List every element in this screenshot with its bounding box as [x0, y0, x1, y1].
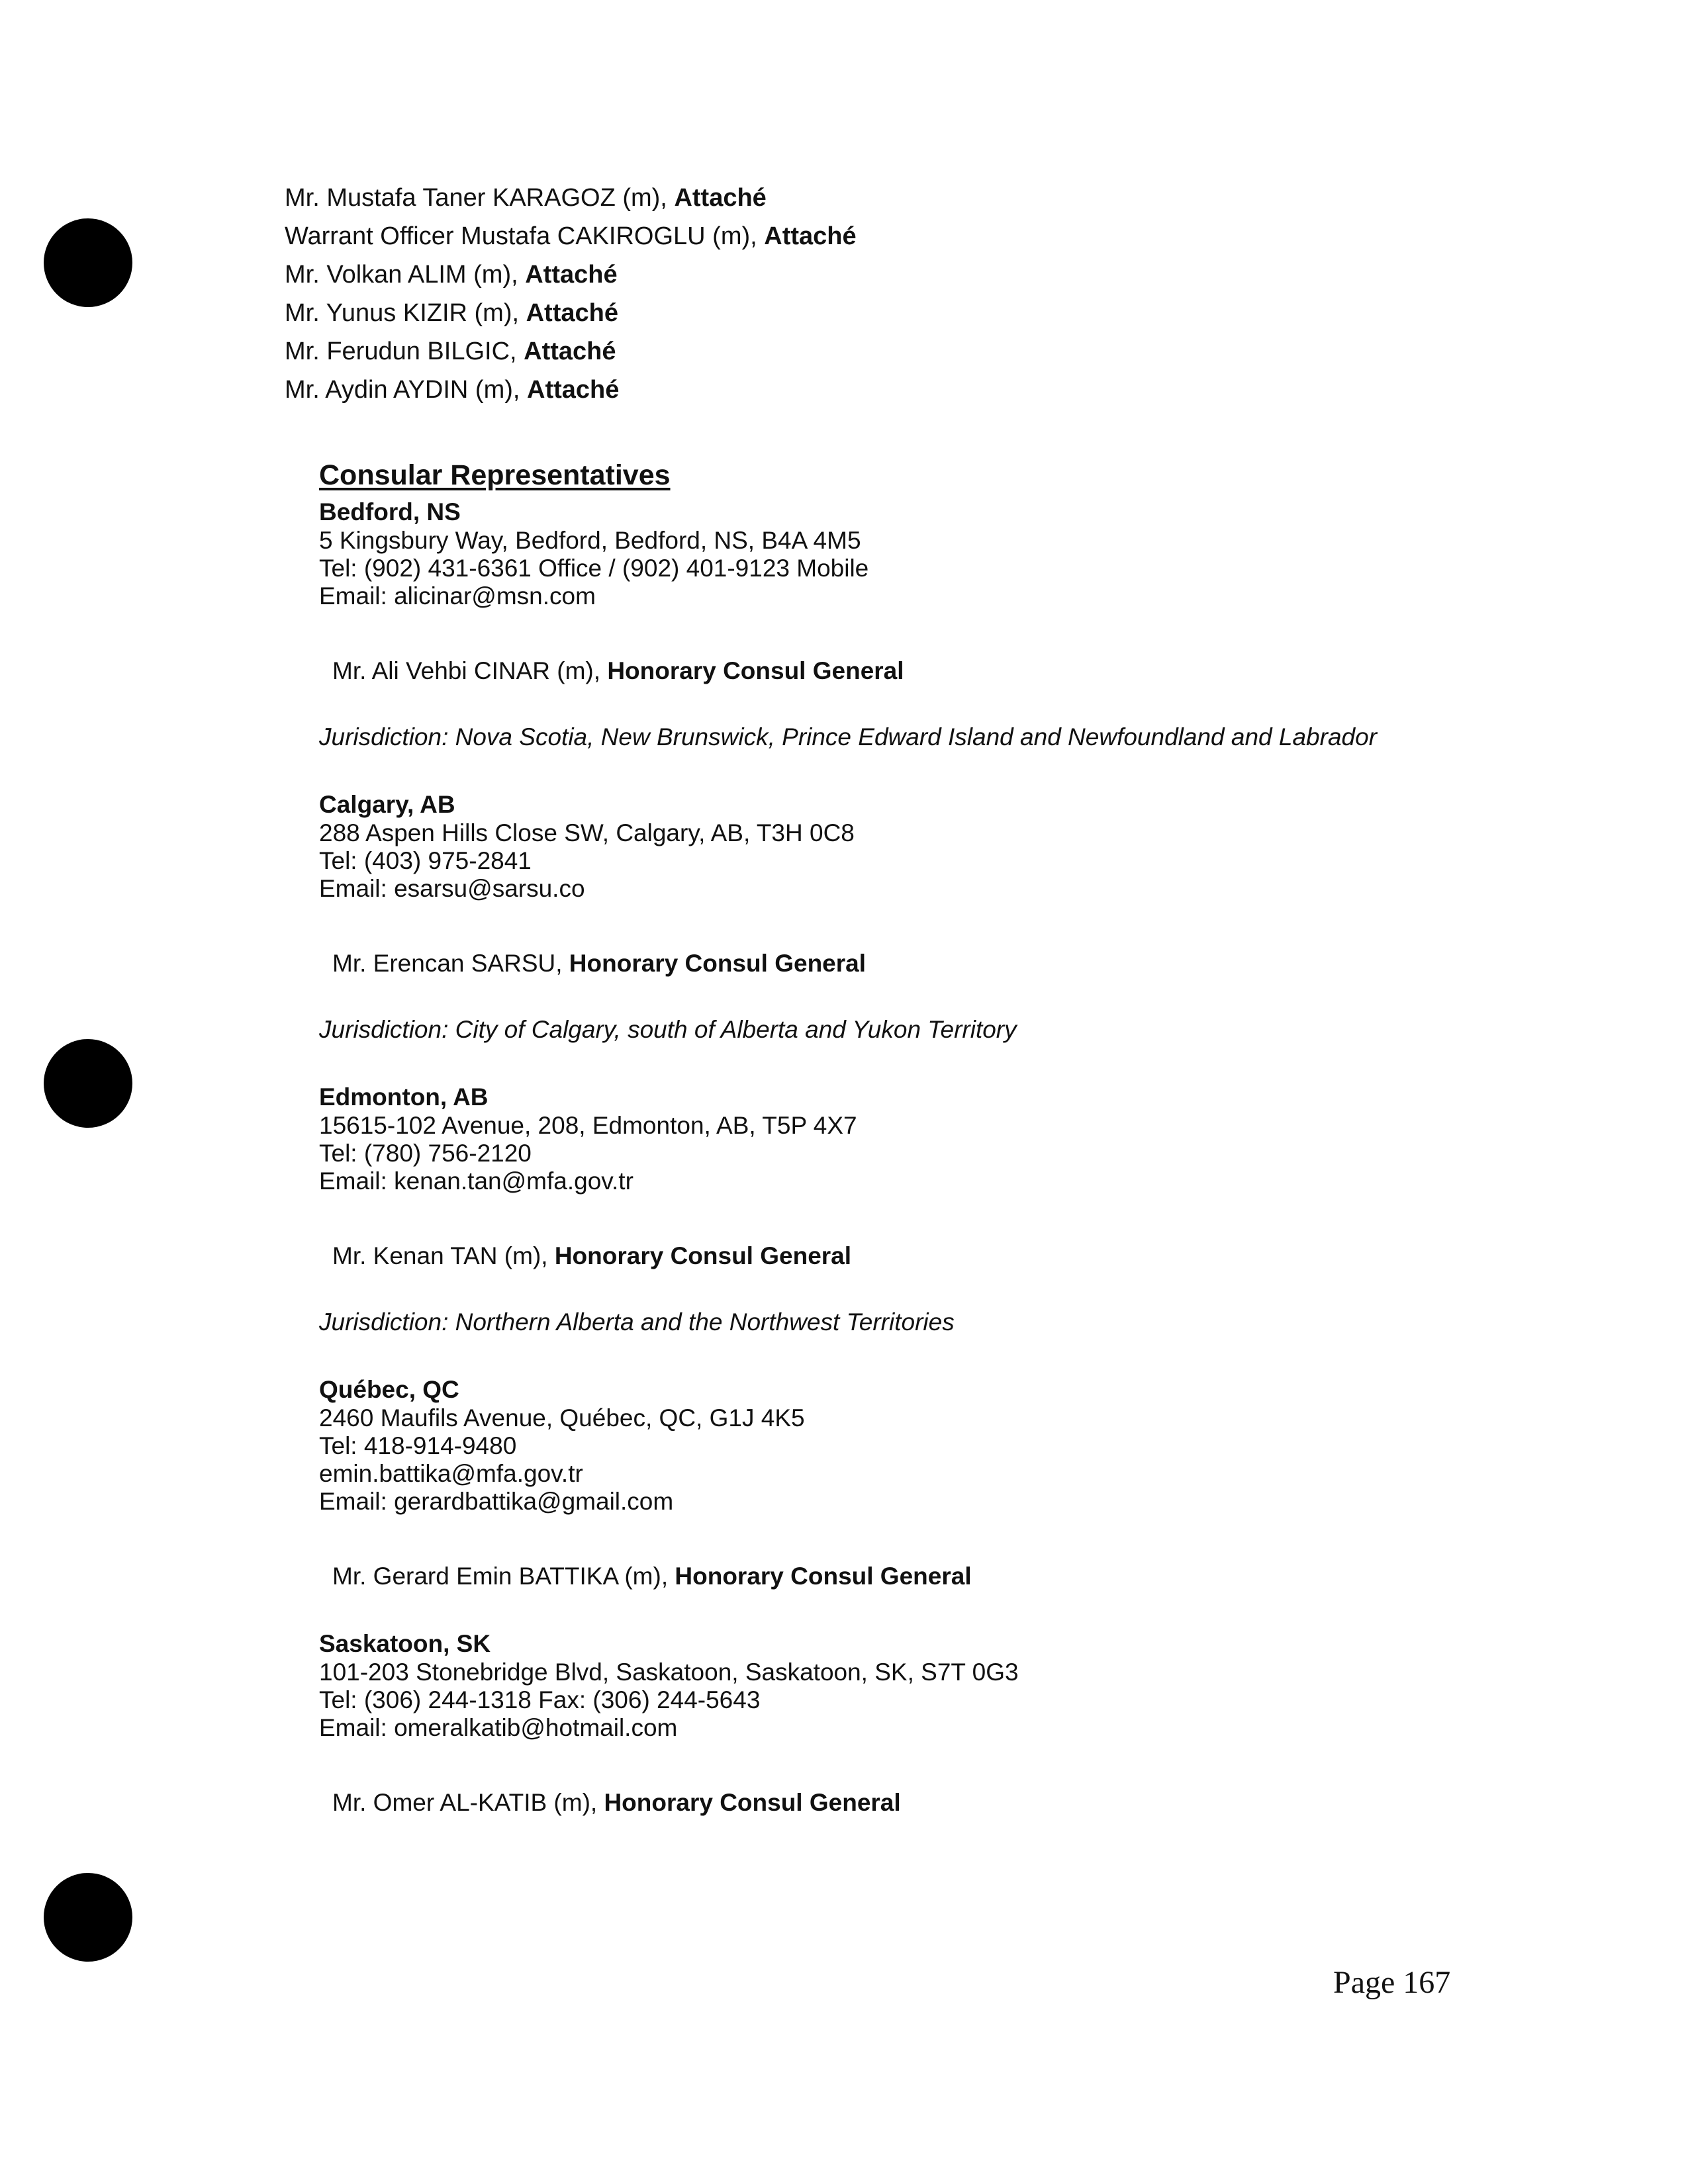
office-calgary: [319, 790, 1577, 1044]
punch-hole: [44, 1039, 132, 1128]
attache-entry: [285, 371, 857, 409]
office-address: 101-203 Stonebridge Blvd, Saskatoon, Saskatoon, SK, S7T 0G3: [319, 1659, 1019, 1686]
attache-entry: [285, 294, 857, 332]
office-jurisdiction: Jurisdiction: Nova Scotia, New Brunswick, Prince Edward Island and Newfoundland and Labrador: [319, 723, 1378, 751]
office-quebec: [319, 1375, 1577, 1591]
punch-hole: [44, 1873, 132, 1962]
office-email: Email: kenan.tan@mfa.gov.tr: [319, 1167, 633, 1195]
office-address: 2460 Maufils Avenue, Québec, QC, G1J 4K5: [319, 1404, 805, 1432]
attache-title: Attaché: [525, 261, 618, 289]
office-city: Edmonton, AB: [319, 1083, 489, 1111]
office-phone: Tel: (780) 756-2120: [319, 1140, 532, 1167]
office-email: Email: gerardbattika@gmail.com: [319, 1488, 674, 1515]
office-city: Calgary, AB: [319, 791, 455, 818]
consul-name: Mr. Ali Vehbi CINAR (m),: [332, 657, 608, 684]
attache-entry: [285, 332, 857, 371]
consul-name: Mr. Omer AL-KATIB (m),: [332, 1789, 604, 1816]
section-heading: Consular Representatives: [319, 459, 671, 491]
consul-title: Honorary Consul General: [675, 1563, 972, 1590]
consul-name: Mr. Gerard Emin BATTIKA (m),: [332, 1563, 675, 1590]
attache-title: Attaché: [674, 184, 767, 212]
office-jurisdiction: Jurisdiction: City of Calgary, south of Alberta and Yukon Territory: [319, 1016, 1017, 1043]
office-email: emin.battika@mfa.gov.tr: [319, 1460, 583, 1487]
punch-hole: [44, 218, 132, 307]
consul-entry: [332, 949, 1577, 978]
attache-entry: [285, 217, 857, 255]
consul-name: Mr. Erencan SARSU,: [332, 950, 569, 977]
attache-title: Attaché: [527, 376, 620, 404]
office-email: Email: alicinar@msn.com: [319, 582, 596, 610]
consul-entry: [332, 1788, 1577, 1817]
office-jurisdiction: Jurisdiction: Northern Alberta and the Northwest Territories: [319, 1308, 955, 1336]
attache-title: Attaché: [764, 222, 857, 250]
office-address: 5 Kingsbury Way, Bedford, Bedford, NS, B4A 4M5: [319, 527, 861, 554]
office-email: Email: esarsu@sarsu.co: [319, 875, 585, 902]
office-address: 288 Aspen Hills Close SW, Calgary, AB, T3H 0C8: [319, 819, 855, 846]
office-bedford: [319, 498, 1577, 752]
office-edmonton: [319, 1083, 1577, 1337]
office-email: Email: omeralkatib@hotmail.com: [319, 1714, 678, 1741]
office-phone: Tel: (403) 975-2841: [319, 847, 532, 874]
consul-entry: [332, 657, 1577, 686]
attache-entry: [285, 255, 857, 294]
consular-representatives-section: [319, 457, 1577, 1817]
office-city: Saskatoon, SK: [319, 1630, 491, 1657]
office-city: Québec, QC: [319, 1376, 459, 1403]
attache-title: Attaché: [524, 338, 616, 365]
consul-entry: [332, 1562, 1577, 1591]
office-address: 15615-102 Avenue, 208, Edmonton, AB, T5P 4X7: [319, 1112, 857, 1139]
attache-name: Mr. Mustafa Taner KARAGOZ (m),: [285, 184, 675, 212]
attache-title: Attaché: [526, 299, 618, 327]
attache-name: Mr. Ferudun BILGIC,: [285, 338, 524, 365]
consul-title: Honorary Consul General: [604, 1789, 901, 1816]
consul-title: Honorary Consul General: [569, 950, 867, 977]
office-phone: Tel: (902) 431-6361 Office / (902) 401-9123 Mobile: [319, 555, 869, 582]
page-number: Page 167: [1333, 1965, 1451, 2000]
consul-title: Honorary Consul General: [554, 1242, 852, 1269]
attache-name: Mr. Volkan ALIM (m),: [285, 261, 526, 289]
office-phone: Tel: (306) 244-1318 Fax: (306) 244-5643: [319, 1686, 761, 1713]
consul-name: Mr. Kenan TAN (m),: [332, 1242, 555, 1269]
office-saskatoon: [319, 1629, 1577, 1817]
office-phone: Tel: 418-914-9480: [319, 1432, 517, 1459]
attache-name: Warrant Officer Mustafa CAKIROGLU (m),: [285, 222, 765, 250]
office-city: Bedford, NS: [319, 498, 461, 525]
consul-entry: [332, 1242, 1577, 1271]
attache-name: Mr. Aydin AYDIN (m),: [285, 376, 528, 404]
consul-title: Honorary Consul General: [607, 657, 904, 684]
attache-entry: [285, 179, 857, 217]
attache-name: Mr. Yunus KIZIR (m),: [285, 299, 526, 327]
attache-list: [285, 179, 857, 409]
